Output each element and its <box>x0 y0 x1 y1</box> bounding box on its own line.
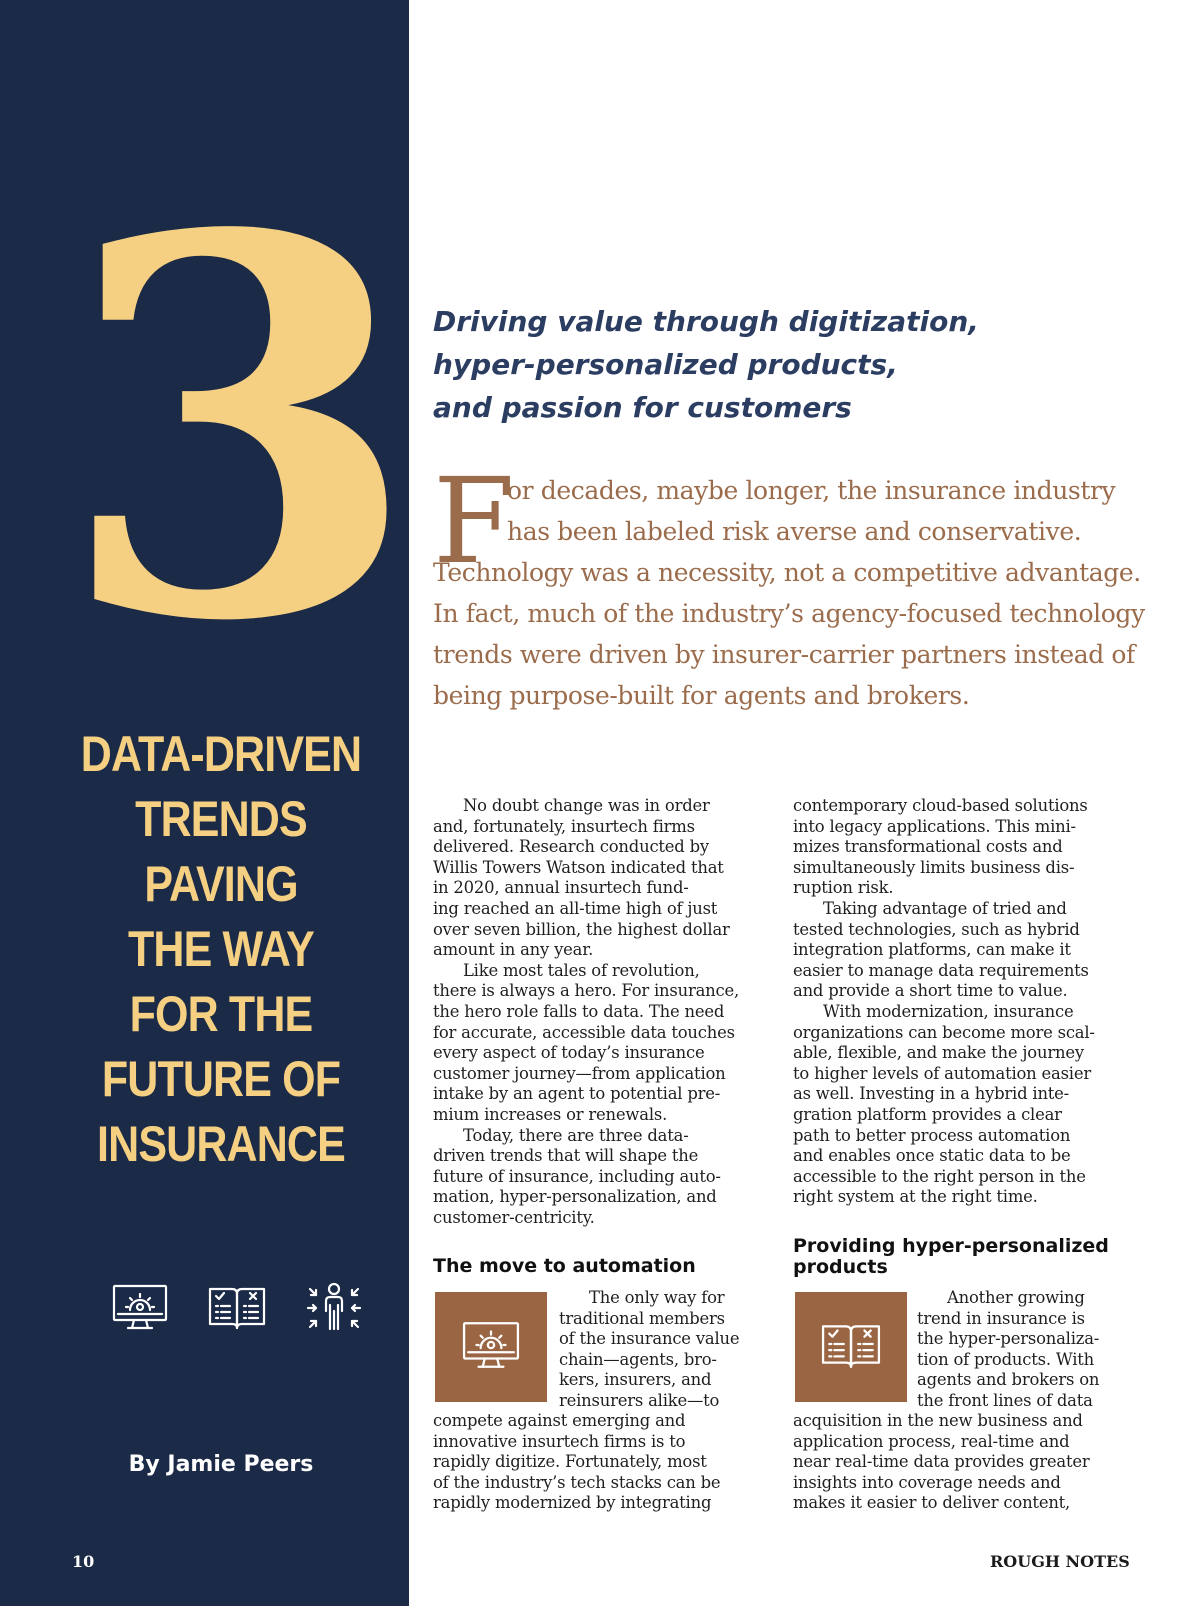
body-line: as well. Investing in a hybrid inte- <box>793 1084 1070 1104</box>
body-line: in 2020, annual insurtech fund- <box>433 878 689 898</box>
subtitle-line: Driving value through digitization, <box>433 305 979 338</box>
body-line: mation, hyper-personalization, and <box>433 1187 717 1207</box>
body-line: delivered. Research conducted by <box>433 837 709 857</box>
personalization-body-continued <box>793 1411 1133 1514</box>
headline-line: THE WAY <box>128 921 314 977</box>
body-line: into legacy applications. This mini- <box>793 816 1076 836</box>
sidebar-panel <box>0 0 420 1606</box>
person-arrows-icon <box>306 1281 362 1333</box>
body-line: near real-time data provides greater <box>793 1452 1090 1472</box>
body-line: compete against emerging and <box>433 1411 686 1430</box>
body-line: Today, there are three data- <box>463 1125 689 1145</box>
body-line: acquisition in the new business and <box>793 1411 1083 1430</box>
icon-row <box>112 1280 362 1334</box>
body-line: right system at the right time. <box>793 1187 1038 1207</box>
body-line: tested technologies, such as hybrid <box>793 919 1080 939</box>
article-subtitle <box>433 300 1153 429</box>
intro-line: Technology was a necessity, not a competitive advantage. <box>433 558 1141 587</box>
body-line: able, flexible, and make the journey <box>793 1043 1084 1063</box>
body-line: traditional members <box>559 1308 725 1328</box>
body-line: the front lines of data <box>917 1390 1093 1410</box>
body-line: the hyper-personaliza- <box>917 1329 1100 1349</box>
intro-line: trends were driven by insurer-carrier partners instead of <box>433 640 1135 669</box>
body-line: With modernization, insurance <box>823 1001 1074 1021</box>
body-line: trend in insurance is <box>917 1308 1085 1328</box>
headline-line: DATA-DRIVEN <box>80 726 362 782</box>
section-heading-line: The move to automation <box>433 1255 696 1277</box>
automation-wrap-text <box>559 1288 769 1412</box>
body-line: makes it easier to deliver content, <box>793 1493 1071 1513</box>
body-line: and, fortunately, insurtech firms <box>433 816 695 836</box>
intro-line: or decades, maybe longer, the insurance industry <box>507 476 1116 505</box>
drop-cap: F <box>433 452 515 590</box>
checklist-book-icon <box>208 1284 266 1330</box>
body-line: Another growing <box>947 1288 1085 1307</box>
article-headline <box>65 722 376 1177</box>
headline-line: INSURANCE <box>97 1116 345 1172</box>
headline-line: TRENDS <box>135 791 307 847</box>
body-line: chain—agents, bro- <box>559 1349 717 1369</box>
section-heading-hyper-personalized <box>793 1236 1109 1278</box>
automation-icon-box <box>435 1292 547 1402</box>
body-line: and provide a short time to value. <box>793 981 1068 1001</box>
body-line: Willis Towers Watson indicated that <box>433 857 724 877</box>
body-line: of the industry’s tech stacks can be <box>433 1472 721 1492</box>
intro-line: has been labeled risk averse and conservative. <box>507 517 1082 546</box>
body-column-left <box>433 796 763 1228</box>
big-number-three: 3 <box>58 124 420 735</box>
body-line: insights into coverage needs and <box>793 1472 1061 1492</box>
body-line: contemporary cloud-based solutions <box>793 796 1088 815</box>
body-line: gration platform provides a clear <box>793 1104 1062 1124</box>
intro-paragraph <box>433 470 1153 716</box>
body-line: future of insurance, including auto- <box>433 1166 721 1186</box>
body-line: intake by an agent to potential pre- <box>433 1084 721 1104</box>
section-heading-automation <box>433 1256 696 1277</box>
monitor-gear-icon <box>112 1283 168 1331</box>
body-line: Taking advantage of tried and <box>823 898 1067 918</box>
body-line: reinsurers alike—to <box>559 1390 720 1410</box>
body-line: customer journey—from application <box>433 1063 726 1083</box>
section-heading-line: products <box>793 1256 888 1278</box>
body-line: mium increases or renewals. <box>433 1104 668 1124</box>
intro-line: being purpose-built for agents and brokers. <box>433 681 970 710</box>
body-line: No doubt change was in order <box>463 796 710 815</box>
body-line: The only way for <box>589 1288 725 1307</box>
body-line: ing reached an all-time high of just <box>433 898 718 918</box>
body-line: rapidly modernized by integrating <box>433 1493 712 1513</box>
headline-line: PAVING <box>144 856 298 912</box>
body-line: kers, insurers, and <box>559 1370 712 1390</box>
headline-line: FUTURE OF <box>101 1051 341 1107</box>
subtitle-line: and passion for customers <box>433 391 852 424</box>
body-line: of the insurance value <box>559 1329 740 1349</box>
body-line: path to better process automation <box>793 1125 1071 1145</box>
intro-line: In fact, much of the industry’s agency-focused technology <box>433 599 1145 628</box>
publication-name: ROUGH NOTES <box>990 1552 1130 1571</box>
body-column-right <box>793 796 1123 1208</box>
body-line: integration platforms, can make it <box>793 940 1071 960</box>
body-line: accessible to the right person in the <box>793 1166 1086 1186</box>
body-line: over seven billion, the highest dollar <box>433 919 730 939</box>
body-line: the hero role falls to data. The need <box>433 1001 725 1021</box>
body-line: mizes transformational costs and <box>793 837 1063 857</box>
body-line: there is always a hero. For insurance, <box>433 981 740 1001</box>
body-line: simultaneously limits business dis- <box>793 857 1075 877</box>
body-line: amount in any year. <box>433 940 594 960</box>
body-line: application process, real-time and <box>793 1431 1070 1451</box>
subtitle-line: hyper-personalized products, <box>433 348 898 381</box>
automation-body-continued <box>433 1411 773 1514</box>
body-line: to higher levels of automation easier <box>793 1063 1091 1083</box>
personalization-icon-box <box>795 1292 907 1402</box>
checklist-book-icon <box>821 1321 881 1374</box>
body-line: every aspect of today’s insurance <box>433 1043 705 1063</box>
monitor-gear-icon <box>462 1320 520 1375</box>
body-line: ruption risk. <box>793 878 894 898</box>
body-line: Like most tales of revolution, <box>463 960 700 980</box>
body-line: customer-centricity. <box>433 1207 595 1227</box>
body-line: and enables once static data to be <box>793 1146 1071 1166</box>
body-line: rapidly digitize. Fortunately, most <box>433 1452 707 1472</box>
headline-line: FOR THE <box>129 986 313 1042</box>
body-line: tion of products. With <box>917 1349 1094 1369</box>
body-line: easier to manage data requirements <box>793 960 1089 980</box>
personalization-wrap-text <box>917 1288 1127 1412</box>
body-line: driven trends that will shape the <box>433 1146 699 1166</box>
section-heading-line: Providing hyper-personalized <box>793 1235 1109 1257</box>
body-line: organizations can become more scal- <box>793 1022 1095 1042</box>
author-byline: By Jamie Peers <box>128 1452 314 1477</box>
body-line: innovative insurtech firms is to <box>433 1431 686 1451</box>
page-number: 10 <box>72 1552 95 1571</box>
body-line: agents and brokers on <box>917 1370 1100 1390</box>
body-line: for accurate, accessible data touches <box>433 1022 735 1042</box>
